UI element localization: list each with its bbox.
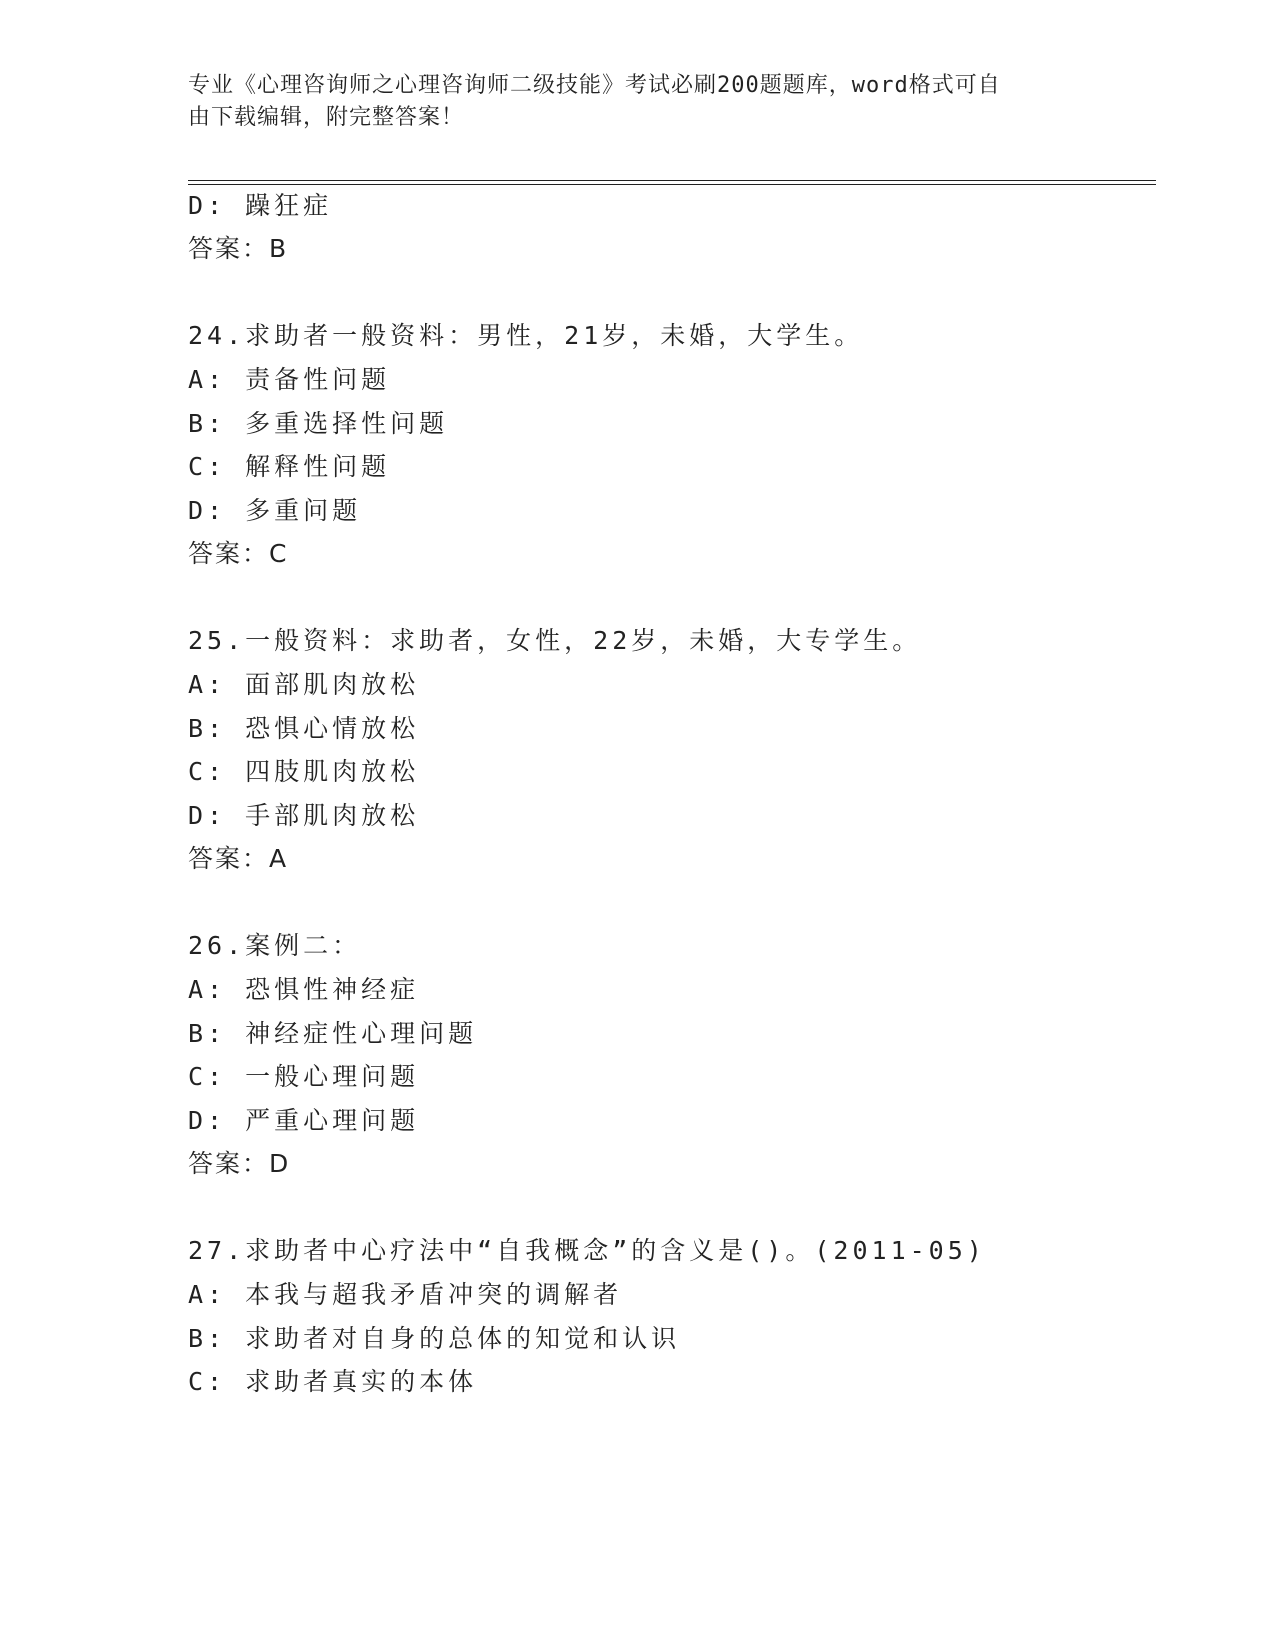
option-d-q25: D: 手部肌肉放松 xyxy=(188,801,420,830)
option-c-q25: C: 四肢肌肉放松 xyxy=(188,757,420,786)
option-a-q24: A: 责备性问题 xyxy=(188,365,391,394)
option-d-q23: D: 躁狂症 xyxy=(188,191,333,220)
option-a-q27: A: 本我与超我矛盾冲突的调解者 xyxy=(188,1280,623,1309)
answer-q26: 答案：D xyxy=(188,1149,291,1178)
question-26: 26.案例二： xyxy=(188,931,362,960)
question-25: 25.一般资料：求助者，女性，22岁，未婚，大专学生。 xyxy=(188,626,922,655)
question-24: 24.求助者一般资料：男性，21岁，未婚，大学生。 xyxy=(188,321,864,350)
option-b-q24: B: 多重选择性问题 xyxy=(188,409,449,438)
header-divider-top xyxy=(188,180,1156,181)
option-d-q26: D: 严重心理问题 xyxy=(188,1106,420,1135)
option-c-q24: C: 解释性问题 xyxy=(188,452,391,481)
option-d-q24: D: 多重问题 xyxy=(188,496,362,525)
option-c-q27: C: 求助者真实的本体 xyxy=(188,1367,478,1396)
header-divider-bottom xyxy=(188,184,1156,185)
header-line-2: 由下载编辑，附完整答案！ xyxy=(188,105,465,130)
option-b-q25: B: 恐惧心情放松 xyxy=(188,714,420,743)
answer-q24: 答案：C xyxy=(188,539,289,568)
question-27: 27.求助者中心疗法中“自我概念”的含义是()。(2011-05) xyxy=(188,1236,986,1265)
option-c-q26: C: 一般心理问题 xyxy=(188,1062,420,1091)
answer-q23: 答案：B xyxy=(188,234,289,263)
option-a-q25: A: 面部肌肉放松 xyxy=(188,670,420,699)
header-line-1: 专业《心理咨询师之心理咨询师二级技能》考试必刷200题题库，word格式可自 xyxy=(188,73,1001,98)
document-header xyxy=(188,70,1078,134)
option-b-q27: B: 求助者对自身的总体的知觉和认识 xyxy=(188,1324,681,1353)
option-a-q26: A: 恐惧性神经症 xyxy=(188,975,420,1004)
option-b-q26: B: 神经症性心理问题 xyxy=(188,1019,478,1048)
answer-q25: 答案：A xyxy=(188,844,289,873)
